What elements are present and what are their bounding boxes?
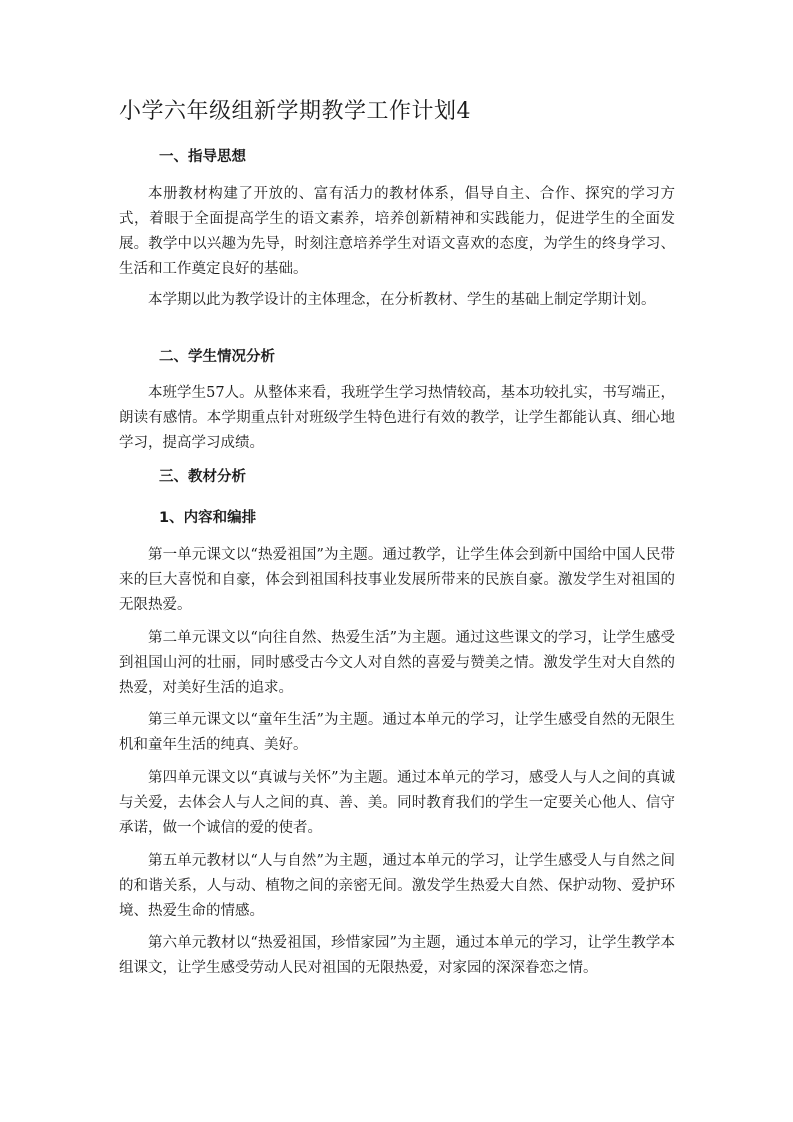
- paragraph-unit-6: 第六单元教材以“热爱祖国，珍惜家园”为主题，通过本单元的学习，让学生教学本组课文，让学生感受劳动人民对祖国的无限热爱，对家园的深深眷恋之情。: [119, 935, 675, 976]
- subsection-heading-content-arrangement: 1、内容和编排: [159, 510, 257, 526]
- paragraph-guiding-ideology-2: 本学期以此为教学设计的主体理念，在分析教材、学生的基础上制定学期计划。: [148, 292, 656, 308]
- paragraph-unit-5: 第五单元教材以“人与自然”为主题，通过本单元的学习，让学生感受人与自然之间的和谐关系，人与动、植物之间的亲密无间。激发学生热爱大自然、保护动物、爱护环境、热爱生命的情感。: [119, 853, 675, 919]
- paragraph-unit-2: 第二单元课文以“向往自然、热爱生活”为主题。通过这些课文的学习，让学生感受到祖国山河的壮丽，同时感受古今文人对自然的喜爱与赞美之情。激发学生对大自然的热爱，对美好生活的追求。: [119, 630, 675, 696]
- paragraph-unit-3: 第三单元课文以“童年生活”为主题。通过本单元的学习，让学生感受自然的无限生机和童年生活的纯真、美好。: [119, 712, 675, 753]
- paragraph-unit-1: 第一单元课文以“热爱祖国”为主题。通过教学，让学生体会到新中国给中国人民带来的巨大喜悦和自豪，体会到祖国科技事业发展所带来的民族自豪。激发学生对祖国的无限热爱。: [119, 547, 675, 613]
- paragraph-guiding-ideology-1: 本册教材构建了开放的、富有活力的教材体系，倡导自主、合作、探究的学习方式，着眼于全面提高学生的语文素养，培养创新精神和实践能力，促进学生的全面发展。教学中以兴趣为先导，时刻注意培养学生对语文喜欢的态度，为学生的终身学习、生活和工作奠定良好的基础。: [119, 186, 675, 277]
- paragraph-unit-4: 第四单元课文以“真诚与关怀”为主题。通过本单元的学习，感受人与人之间的真诚与关爱，去体会人与人之间的真、善、美。同时教育我们的学生一定要关心他人、信守承诺，做一个诚信的爱的使者。: [119, 770, 675, 836]
- section-heading-student-analysis: 二、学生情况分析: [159, 349, 275, 365]
- section-heading-guiding-ideology: 一、指导思想: [159, 149, 246, 165]
- page-title: 小学六年级组新学期教学工作计划4: [119, 99, 471, 124]
- section-heading-material-analysis: 三、教材分析: [159, 469, 246, 485]
- paragraph-student-analysis: 本班学生57人。从整体来看，我班学生学习热情较高，基本功较扎实，书写端正，朗读有感情。本学期重点针对班级学生特色进行有效的教学，让学生都能认真、细心地学习，提高学习成绩。: [119, 385, 675, 451]
